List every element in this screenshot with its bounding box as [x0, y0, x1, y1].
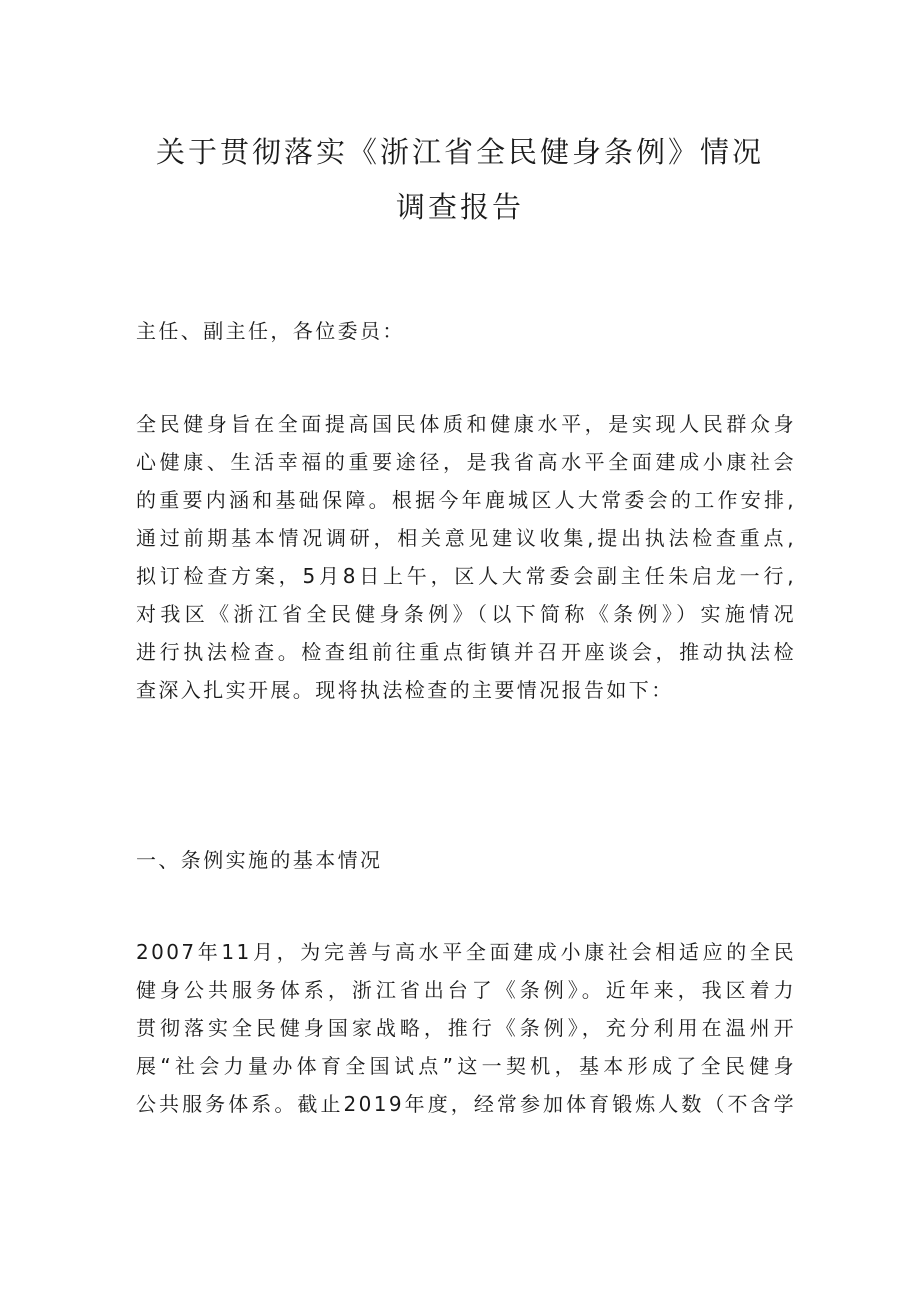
paragraph-line: 公共服务体系。截止2019年度，经常参加体育锻炼人数（不含学 [136, 1092, 796, 1116]
paragraph-line: 拟订检查方案，5月8日上午，区人大常委会副主任朱启龙一行, [136, 564, 796, 588]
intro-paragraph [136, 405, 796, 709]
body-paragraph [136, 933, 796, 1123]
paragraph-line: 贯彻落实全民健身国家战略，推行《条例》，充分利用在温州开 [136, 1016, 796, 1040]
paragraph-line: 健身公共服务体系，浙江省出台了《条例》。近年来，我区着力 [136, 978, 796, 1002]
document-title-line-2: 调查报告 [395, 190, 524, 224]
document-title-line-1: 关于贯彻落实《浙江省全民健身条例》情况 [155, 135, 764, 169]
paragraph-line: 进行执法检查。检查组前往重点街镇并召开座谈会，推动执法检 [136, 640, 796, 664]
salutation-text: 主任、副主任，各位委员： [136, 319, 405, 343]
salutation [136, 312, 796, 350]
paragraph-line: 心健康、生活幸福的重要途径，是我省高水平全面建成小康社会 [136, 450, 796, 474]
section-heading [136, 841, 796, 879]
paragraph-line: 展“社会力量办体育全国试点”这一契机，基本形成了全民健身 [136, 1054, 796, 1078]
paragraph-line: 对我区《浙江省全民健身条例》（以下简称《条例》）实施情况 [136, 602, 796, 626]
section-heading-text: 一、条例实施的基本情况 [136, 848, 383, 872]
paragraph-line: 2007年11月，为完善与高水平全面建成小康社会相适应的全民 [136, 940, 796, 964]
paragraph-line: 全民健身旨在全面提高国民体质和健康水平，是实现人民群众身 [136, 412, 796, 436]
paragraph-line: 查深入扎实开展。现将执法检查的主要情况报告如下： [136, 678, 674, 702]
paragraph-line: 的重要内涵和基础保障。根据今年鹿城区人大常委会的工作安排, [136, 488, 796, 512]
paragraph-line: 通过前期基本情况调研，相关意见建议收集,提出执法检查重点, [136, 526, 796, 550]
